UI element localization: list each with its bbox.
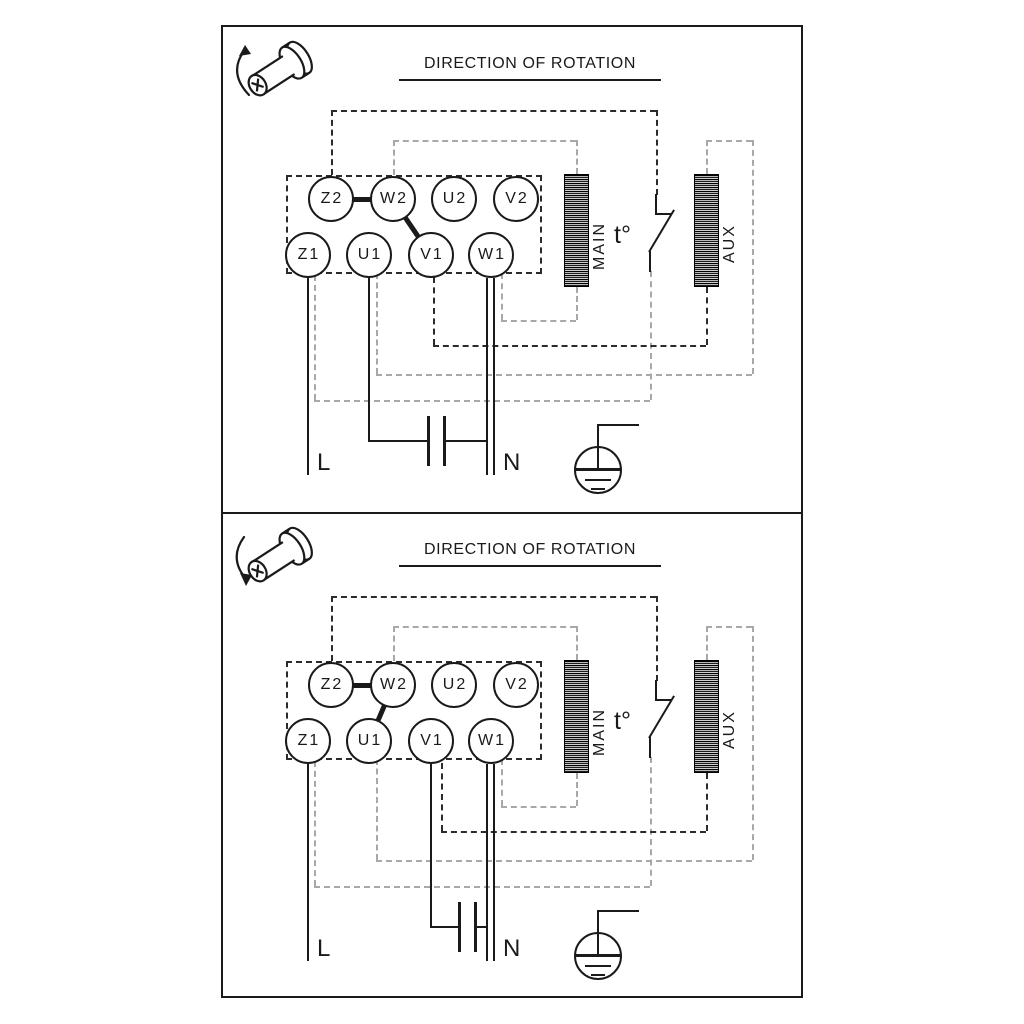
main-winding-icon bbox=[564, 174, 589, 287]
wiring-panel-top bbox=[223, 27, 801, 513]
terminal-v1: V1 bbox=[408, 718, 454, 764]
dashed-wire-horizontal bbox=[501, 806, 576, 808]
neutral-label: N bbox=[503, 449, 521, 476]
neutral-label: N bbox=[503, 935, 521, 962]
wire-capacitor-feed bbox=[430, 764, 432, 928]
panel-divider bbox=[221, 512, 801, 514]
terminal-z1: Z1 bbox=[285, 718, 331, 764]
shaft-rotation-icon bbox=[231, 523, 321, 593]
terminal-z2: Z2 bbox=[308, 176, 354, 222]
wire-line-L bbox=[307, 278, 309, 475]
dashed-wire-horizontal bbox=[393, 626, 576, 628]
dashed-wire-horizontal bbox=[706, 140, 752, 142]
dashed-wire-vertical bbox=[656, 596, 658, 681]
thermal-switch-top-lead bbox=[655, 680, 657, 701]
dashed-wire-horizontal bbox=[501, 320, 576, 322]
terminal-z2: Z2 bbox=[308, 662, 354, 708]
dashed-wire-vertical bbox=[393, 140, 395, 175]
shaft-rotation-icon bbox=[231, 37, 321, 107]
earth-lead-horizontal bbox=[597, 424, 639, 426]
dashed-wire-vertical bbox=[576, 773, 578, 806]
dashed-wire-vertical bbox=[393, 626, 395, 661]
terminal-v2: V2 bbox=[493, 176, 539, 222]
dashed-wire-vertical bbox=[314, 761, 316, 886]
terminal-v1: V1 bbox=[408, 232, 454, 278]
dashed-wire-vertical bbox=[433, 277, 435, 345]
earth-bar bbox=[585, 479, 611, 481]
wire-neutral-N bbox=[486, 278, 495, 475]
dashed-wire-vertical bbox=[501, 273, 503, 320]
wire-capacitor-feed bbox=[368, 278, 370, 442]
dashed-wire-vertical bbox=[576, 287, 578, 320]
dashed-wire-vertical bbox=[331, 110, 333, 175]
dashed-wire-horizontal bbox=[314, 400, 650, 402]
terminal-w1: W1 bbox=[468, 232, 514, 278]
earth-bar bbox=[576, 954, 620, 957]
dashed-wire-horizontal bbox=[433, 345, 706, 347]
wire-neutral-N bbox=[486, 764, 495, 961]
terminal-u2: U2 bbox=[431, 662, 477, 708]
dashed-wire-vertical bbox=[706, 140, 708, 174]
capacitor-plate bbox=[458, 902, 461, 952]
terminal-u1: U1 bbox=[346, 232, 392, 278]
direction-of-rotation-title: DIRECTION OF ROTATION bbox=[399, 55, 661, 81]
earth-lead-horizontal bbox=[597, 910, 639, 912]
terminal-w2: W2 bbox=[370, 662, 416, 708]
main-winding-label: MAIN bbox=[591, 708, 608, 756]
line-label: L bbox=[317, 935, 331, 962]
terminal-w2: W2 bbox=[370, 176, 416, 222]
earth-bar bbox=[591, 974, 605, 976]
dashed-wire-vertical bbox=[576, 626, 578, 660]
dashed-wire-vertical bbox=[650, 757, 652, 886]
main-winding-label: MAIN bbox=[591, 222, 608, 270]
earth-bar bbox=[585, 965, 611, 967]
terminal-w1: W1 bbox=[468, 718, 514, 764]
aux-winding-label: AUX bbox=[721, 710, 738, 749]
dashed-wire-vertical bbox=[656, 110, 658, 195]
thermal-switch-label: t° bbox=[614, 221, 631, 249]
thermal-switch-label: t° bbox=[614, 707, 631, 735]
main-winding-icon bbox=[564, 660, 589, 773]
dashed-wire-vertical bbox=[650, 271, 652, 400]
dashed-wire-vertical bbox=[314, 275, 316, 400]
dashed-wire-vertical bbox=[706, 773, 708, 831]
terminal-v2: V2 bbox=[493, 662, 539, 708]
dashed-wire-horizontal bbox=[314, 886, 650, 888]
aux-winding-icon bbox=[694, 174, 719, 287]
dashed-wire-horizontal bbox=[441, 831, 706, 833]
wire-line-L bbox=[307, 764, 309, 961]
thermal-switch-bottom-lead bbox=[649, 737, 651, 758]
thermal-switch-blade bbox=[648, 209, 675, 252]
dashed-wire-horizontal bbox=[393, 140, 576, 142]
dashed-wire-vertical bbox=[706, 287, 708, 345]
thermal-switch-bottom-lead bbox=[649, 251, 651, 272]
capacitor-lead-right bbox=[446, 440, 489, 442]
line-label: L bbox=[317, 449, 331, 476]
dashed-wire-horizontal bbox=[376, 374, 752, 376]
diagram-frame bbox=[221, 25, 803, 998]
capacitor-lead-left bbox=[430, 926, 458, 928]
dashed-wire-vertical bbox=[501, 759, 503, 806]
dashed-wire-vertical bbox=[441, 763, 443, 831]
wiring-panel-bottom bbox=[223, 513, 801, 999]
dashed-wire-vertical bbox=[331, 596, 333, 661]
dashed-wire-horizontal bbox=[331, 110, 656, 112]
dashed-wire-vertical bbox=[576, 140, 578, 174]
thermal-switch-blade bbox=[648, 695, 675, 738]
capacitor-lead-right bbox=[477, 926, 489, 928]
earth-bar bbox=[576, 468, 620, 471]
dashed-wire-vertical bbox=[752, 140, 754, 374]
direction-of-rotation-title: DIRECTION OF ROTATION bbox=[399, 541, 661, 567]
dashed-wire-vertical bbox=[752, 626, 754, 860]
terminal-u1: U1 bbox=[346, 718, 392, 764]
aux-winding-label: AUX bbox=[721, 224, 738, 263]
dashed-wire-horizontal bbox=[331, 596, 656, 598]
earth-bar bbox=[591, 488, 605, 490]
capacitor-lead-left bbox=[368, 440, 427, 442]
capacitor-plate bbox=[427, 416, 430, 466]
thermal-switch-top-lead bbox=[655, 194, 657, 215]
dashed-wire-vertical bbox=[376, 273, 378, 374]
dashed-wire-vertical bbox=[706, 626, 708, 660]
dashed-wire-horizontal bbox=[376, 860, 752, 862]
terminal-u2: U2 bbox=[431, 176, 477, 222]
terminal-z1: Z1 bbox=[285, 232, 331, 278]
dashed-wire-horizontal bbox=[706, 626, 752, 628]
aux-winding-icon bbox=[694, 660, 719, 773]
dashed-wire-vertical bbox=[376, 759, 378, 860]
